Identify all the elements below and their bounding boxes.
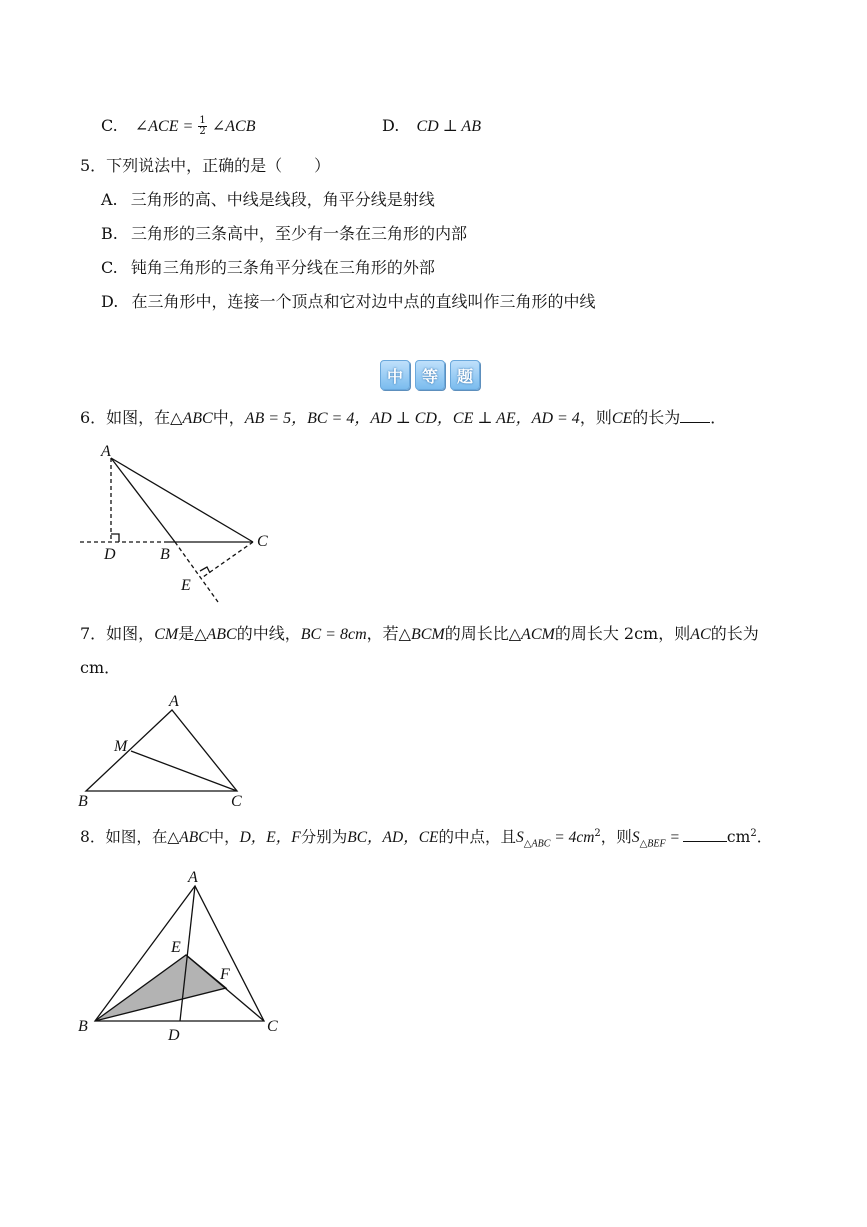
q7-text: 7．如图，: [80, 624, 155, 643]
right-angle-mark: [200, 567, 210, 573]
option-text: 三角形的三条高中，至少有一条在三角形的内部: [130, 224, 467, 243]
segment-ad: [180, 886, 195, 1021]
q7-math: BCM: [410, 626, 445, 643]
q6-math: AB = 5，BC = 4，AD ⊥ CD，CE ⊥ AE，AD = 4: [244, 410, 580, 427]
label-e: E: [181, 577, 191, 594]
option-label: C.: [101, 258, 118, 277]
segment-ab: [111, 458, 175, 542]
q7-text: 的中线，: [236, 624, 301, 643]
shaded-triangle-bef: [95, 955, 226, 1021]
triangle-abc: [86, 710, 237, 791]
q8-math: D，E，F: [239, 829, 301, 847]
q4-option-d-label: D.: [382, 116, 400, 135]
label-b: B: [160, 546, 170, 563]
q8-subscript: △BEF: [639, 838, 666, 850]
q7-text: 的周长比△: [444, 624, 522, 643]
q8-text: ，则: [600, 828, 632, 847]
q4-option-c-label: C.: [101, 116, 118, 135]
q7-math: CM: [154, 626, 179, 643]
option-text: 三角形的高、中线是线段，角平分线是射线: [130, 190, 435, 209]
q7-stem-line2: [80, 658, 120, 677]
dashed-ce: [203, 542, 253, 577]
q8-text: 中，: [208, 828, 240, 847]
q7-math: ABC: [206, 626, 237, 643]
q8-superscript: 2: [594, 828, 601, 839]
q8-superscript: 2: [750, 828, 757, 839]
q7-text: 的长为: [710, 624, 759, 643]
label-a: A: [169, 693, 179, 710]
q5-stem: 5．下列说法中，正确的是（ ）: [80, 156, 331, 175]
q8-subscript: △ABC: [523, 838, 551, 850]
q8-text: ．: [756, 828, 773, 847]
section-badge-char: 等: [415, 360, 445, 390]
q6-text: ．: [710, 408, 727, 427]
q7-text: cm．: [80, 658, 121, 677]
label-d: D: [168, 1027, 180, 1044]
q6-math: ABC: [182, 410, 213, 427]
right-angle-mark: [111, 534, 119, 542]
q6-math: CE: [611, 410, 633, 427]
q6-text: ，则: [579, 408, 612, 427]
q8-math: S: [631, 829, 640, 847]
q8-text: cm: [726, 828, 751, 847]
label-f: F: [220, 966, 230, 983]
q6-text: 中，: [212, 408, 245, 427]
q8-math: S: [516, 829, 524, 847]
frac-numerator: 1: [199, 115, 206, 126]
q8-math: = 4cm: [550, 829, 595, 847]
label-a: A: [101, 443, 111, 460]
option-label: A.: [101, 190, 118, 209]
option-label: B.: [101, 224, 118, 243]
q8-math: BC，AD，CE: [347, 829, 439, 847]
q8-text: 8．如图，在△: [80, 828, 180, 847]
label-b: B: [78, 1018, 88, 1035]
option-text: 钝角三角形的三条角平分线在三角形的外部: [130, 258, 435, 277]
section-badge-char: 中: [380, 360, 410, 390]
q7-math: AC: [690, 626, 711, 643]
option-label: D.: [101, 292, 119, 311]
label-e: E: [171, 939, 181, 956]
frac-denominator: 2: [199, 126, 206, 137]
q8-text: 分别为: [300, 828, 348, 847]
q4-option-d-text: CD ⊥ AB: [416, 118, 481, 135]
q7-math: ACM: [521, 626, 555, 643]
label-d: D: [104, 546, 116, 563]
section-badge-char: 题: [450, 360, 480, 390]
q7-text: 是△: [178, 624, 207, 643]
label-a: A: [188, 869, 198, 886]
q8-text: 的中点，且: [438, 828, 517, 847]
label-m: M: [114, 738, 128, 755]
q8-stem: [80, 828, 772, 850]
q7-figure: [86, 710, 237, 791]
q4-option-c-lhs: ∠ACE =: [134, 118, 194, 135]
label-c: C: [231, 793, 242, 810]
label-b: B: [78, 793, 88, 810]
q7-math: BC = 8cm: [300, 626, 367, 643]
q8-math: ABC: [179, 829, 209, 847]
segment-ac: [111, 458, 253, 542]
q6-text: 6．如图，在△: [80, 408, 183, 427]
q7-text: ，若△: [366, 624, 411, 643]
q7-stem: [80, 624, 759, 644]
q7-text: 的周长大 2cm，则: [554, 624, 691, 643]
q8-math: =: [665, 829, 680, 847]
answer-blank[interactable]: [683, 841, 727, 842]
q4-option-c-rhs: ∠ACB: [211, 118, 256, 135]
q6-text: 的长为: [632, 408, 681, 427]
q6-figure: [80, 458, 253, 602]
label-c: C: [267, 1018, 278, 1035]
option-text: 在三角形中，连接一个顶点和它对边中点的直线叫作三角形的中线: [131, 292, 596, 311]
label-c: C: [257, 533, 268, 550]
